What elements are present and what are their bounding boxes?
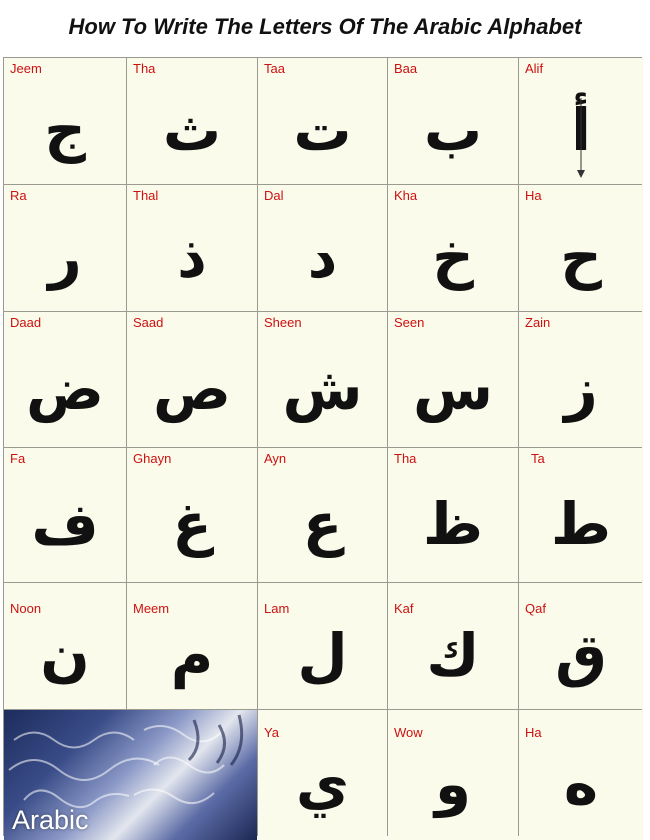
letter-glyph: ف (31, 490, 99, 558)
letter-cell-tha-2 (388, 448, 518, 582)
letter-name: Ta (531, 451, 545, 466)
letter-name: Taa (264, 61, 285, 76)
letter-glyph: س (412, 354, 494, 423)
letter-name: Ha (525, 725, 542, 740)
letter-glyph: ض (25, 354, 105, 423)
letter-cell-baa (388, 58, 518, 184)
letter-glyph: ب (423, 96, 483, 164)
letter-cell-ya (258, 710, 387, 840)
letter-name: Fa (10, 451, 26, 466)
letter-cell-zain (519, 312, 643, 447)
letter-name: Kaf (394, 601, 414, 616)
letter-name: Tha (394, 451, 417, 466)
letter-glyph: ع (302, 490, 343, 558)
letter-cell-lam (258, 583, 387, 709)
arabic-caption: Arabic (12, 805, 89, 835)
letter-name: Ya (264, 725, 279, 740)
page-title: How To Write The Letters Of The Arabic Alphabet (68, 14, 582, 39)
letter-glyph: م (170, 621, 214, 689)
letter-name: Ha (525, 188, 542, 203)
letter-name: Qaf (525, 601, 546, 616)
letter-cell-alif (519, 58, 643, 184)
letter-name: Ayn (264, 451, 287, 466)
letter-name: Baa (394, 61, 418, 76)
letter-glyph: أ (571, 96, 591, 164)
alphabet-grid (3, 57, 642, 836)
letter-cell-saad (127, 312, 257, 447)
letter-glyph: و (434, 750, 472, 818)
letter-cell-ha-2 (519, 710, 643, 840)
letter-glyph: ز (564, 354, 598, 423)
letter-glyph: ذ (177, 223, 207, 291)
letter-glyph: ش (282, 354, 363, 423)
letter-glyph: ل (297, 621, 348, 689)
letter-name: Tha (133, 61, 156, 76)
letter-name: Alif (525, 61, 544, 76)
letter-cell-thal (127, 185, 257, 311)
letter-cell-tha (127, 58, 257, 184)
letter-glyph: د (307, 223, 338, 291)
letter-cell-meem (127, 583, 257, 709)
letter-glyph: ت (293, 96, 352, 164)
letter-name: Kha (394, 188, 418, 203)
letter-glyph: خ (432, 223, 474, 291)
letter-glyph: ن (40, 621, 90, 689)
letter-name: Meem (133, 601, 170, 616)
letter-glyph: ط (550, 490, 612, 558)
letter-cell-ha (519, 185, 643, 311)
letter-glyph: ج (44, 96, 86, 164)
letter-name: Saad (133, 315, 164, 330)
letter-cell-seen (388, 312, 518, 447)
letter-glyph: ي (295, 750, 350, 818)
letter-name: Zain (525, 315, 551, 330)
letter-cell-noon (4, 583, 126, 709)
letter-glyph: غ (172, 490, 212, 558)
letter-cell-ghayn (127, 448, 257, 582)
letter-name: Seen (394, 315, 425, 330)
letter-cell-ayn (258, 448, 387, 582)
letter-cell-wow (388, 710, 518, 840)
letter-name: Ghayn (133, 451, 172, 466)
letter-glyph: ح (560, 223, 602, 291)
letter-name: Ra (10, 188, 27, 203)
arabic-calligraphy-photo (4, 710, 257, 840)
letter-name: Wow (394, 725, 423, 740)
letter-name: Jeem (10, 61, 42, 76)
letter-glyph: ث (162, 96, 222, 164)
letter-glyph: ه (563, 750, 599, 818)
letter-name: Lam (264, 601, 290, 616)
letter-cell-kha (388, 185, 518, 311)
letter-glyph: ك (426, 621, 480, 689)
letter-name: Dal (264, 188, 284, 203)
letter-glyph: ق (555, 621, 607, 689)
letter-cell-kaf (388, 583, 518, 709)
letter-glyph: ظ (422, 490, 484, 558)
letter-cell-jeem (4, 58, 126, 184)
letter-glyph: ص (152, 354, 232, 423)
letter-name: Noon (10, 601, 42, 616)
letter-cell-fa (4, 448, 126, 582)
letter-name: Daad (10, 315, 42, 330)
letter-cell-qaf (519, 583, 643, 709)
letter-cell-taa (258, 58, 387, 184)
letter-cell-dal (258, 185, 387, 311)
letter-cell-sheen (258, 312, 387, 447)
letter-glyph: ر (48, 223, 82, 291)
letter-cell-ra (4, 185, 126, 311)
letter-cell-ta (519, 448, 643, 582)
letter-name: Sheen (264, 315, 302, 330)
letter-cell-daad (4, 312, 126, 447)
letter-name: Thal (133, 188, 159, 203)
